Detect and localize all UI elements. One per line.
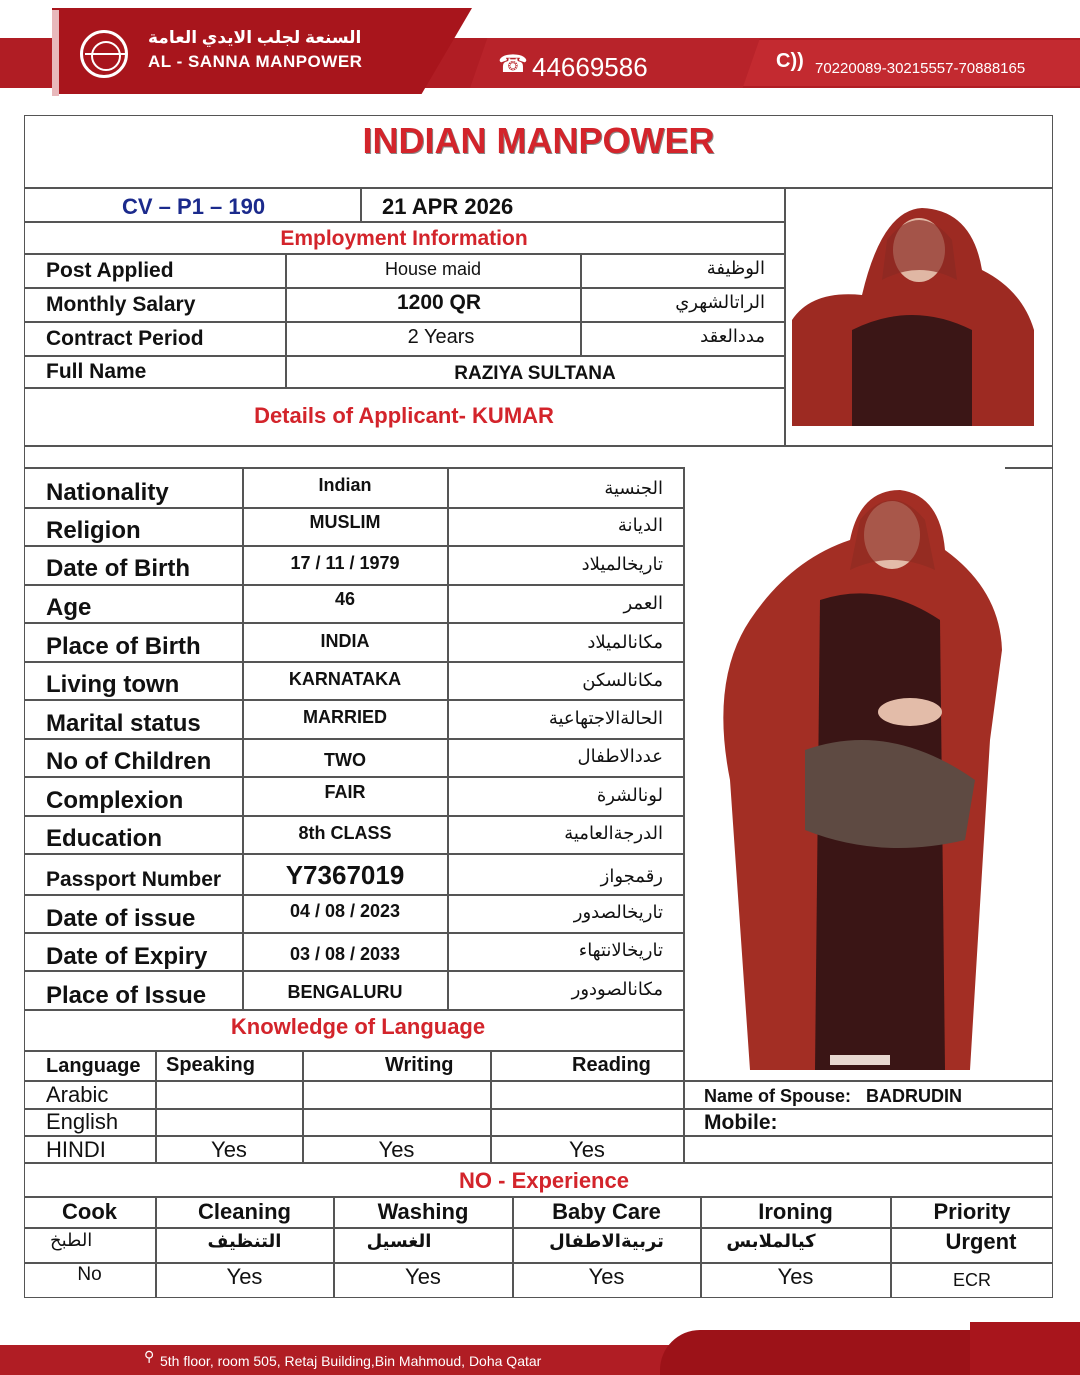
divider (24, 699, 684, 701)
exp-value: Yes (777, 1264, 814, 1289)
divider (24, 253, 784, 255)
company-name: AL - SANNA MANPOWER (148, 52, 363, 71)
detail-arabic: مكانالميلاد (587, 632, 663, 652)
lang-col-header: Language (46, 1055, 141, 1077)
mobile-icon: C)) (776, 50, 804, 72)
detail-label: Place of Issue (46, 982, 207, 1009)
divider (24, 355, 784, 357)
exp-col-header: Cleaning (198, 1199, 291, 1224)
spouse-label: Name of Spouse: (704, 1086, 852, 1106)
divider (24, 507, 684, 509)
detail-label: Education (46, 825, 163, 852)
divider (360, 187, 362, 221)
detail-value: 03 / 08 / 2033 (289, 944, 401, 964)
exp-col-header: Priority (933, 1199, 1011, 1224)
lang-reading: Yes (569, 1137, 605, 1162)
company-name-arabic: السنعة لجلب الايدي العامة (148, 28, 362, 47)
mobile-numbers: 70220089-30215557-70888165 (815, 60, 1026, 77)
spouse-name: BADRUDIN (866, 1086, 962, 1106)
divider (24, 467, 684, 469)
detail-arabic: تاريخالانتهاء (578, 940, 663, 960)
detail-label: Complexion (46, 787, 184, 814)
divider (24, 321, 784, 323)
lang-speaking: Yes (211, 1137, 247, 1162)
exp-arabic: الغسيل (366, 1231, 432, 1251)
detail-arabic: لونالشرة (596, 785, 663, 805)
exp-value: No (77, 1264, 102, 1285)
lang-name: Arabic (46, 1082, 109, 1107)
cv-code: CV – P1 – 190 (122, 194, 266, 219)
contract-period-label: Contract Period (46, 327, 204, 350)
full-name-value: RAZIYA SULTANA (454, 363, 616, 384)
phone-number: 44669586 (532, 52, 648, 82)
lang-col-header: Writing (385, 1054, 454, 1076)
exp-value: ECR (952, 1270, 991, 1290)
divider (24, 661, 684, 663)
detail-value: 04 / 08 / 2023 (289, 901, 401, 921)
divider (24, 815, 684, 817)
detail-value: MUSLIM (309, 512, 381, 532)
detail-value: KARNATAKA (288, 669, 402, 689)
post-applied-label: Post Applied (46, 259, 174, 282)
detail-arabic: الديانة (617, 515, 663, 535)
header-accent-bar (52, 10, 59, 96)
divider (24, 738, 684, 740)
lang-col-header: Speaking (166, 1054, 255, 1076)
detail-value: FAIR (324, 782, 366, 802)
detail-arabic: الدرجةالعامية (564, 823, 663, 843)
divider (24, 776, 684, 778)
detail-label: Place of Birth (46, 633, 201, 660)
divider (24, 221, 784, 223)
detail-arabic: تاريخالميلاد (581, 554, 663, 574)
exp-value: Yes (588, 1264, 625, 1289)
detail-arabic: رقمجواز (600, 866, 663, 886)
detail-arabic: الجنسية (604, 478, 663, 498)
globe-logo-icon (80, 30, 128, 78)
lang-writing: Yes (378, 1137, 415, 1162)
divider (24, 1196, 1053, 1198)
detail-label: No of Children (46, 748, 212, 775)
exp-arabic: كيالملابس (726, 1231, 816, 1251)
priority-value: Urgent (945, 1229, 1017, 1254)
detail-value: 17 / 11 / 1979 (290, 553, 400, 573)
footer-address: 5th floor, room 505, Retaj Building,Bin Mahmoud, Doha Qatar (160, 1353, 542, 1369)
exp-col-header: Washing (377, 1199, 469, 1224)
detail-value: Indian (318, 475, 372, 495)
full-name-label: Full Name (46, 360, 147, 383)
phone-icon: ☎ (498, 51, 528, 78)
divider (24, 445, 1053, 447)
cv-date: 21 APR 2026 (382, 194, 514, 219)
post-applied-value: House maid (384, 259, 482, 279)
experience-heading: NO - Experience (459, 1168, 629, 1193)
detail-label: Living town (46, 671, 180, 698)
detail-value: Y7367019 (285, 860, 405, 890)
applicant-photo-full (710, 480, 1006, 1070)
detail-label: Passport Number (46, 868, 222, 891)
language-heading: Knowledge of Language (230, 1014, 486, 1039)
details-heading: Details of Applicant- KUMAR (254, 403, 554, 428)
detail-value: INDIA (320, 631, 370, 651)
contract-period-value: 2 Years (407, 326, 475, 348)
divider (24, 1108, 1053, 1110)
detail-label: Nationality (46, 479, 169, 506)
monthly-salary-arabic: الراتالشهري (675, 292, 765, 312)
exp-arabic: التنظيف (207, 1231, 282, 1251)
detail-arabic: مكانالسكن (582, 670, 663, 690)
detail-label: Marital status (46, 710, 201, 737)
divider (24, 894, 684, 896)
divider (24, 545, 684, 547)
detail-value: 8th CLASS (298, 823, 392, 843)
detail-arabic: مكانالصودور (571, 979, 663, 999)
detail-arabic: الحالةالاجتهاعية (548, 708, 663, 728)
employment-heading: Employment Information (280, 227, 528, 250)
exp-arabic: الطبخ (50, 1230, 93, 1250)
detail-label: Date of Birth (46, 555, 190, 582)
exp-col-header: Cook (62, 1199, 117, 1224)
footer-tab-corner (970, 1322, 1080, 1375)
detail-value: 46 (334, 589, 356, 609)
mobile-label: Mobile: (704, 1111, 778, 1134)
detail-label: Date of issue (46, 905, 196, 932)
post-applied-arabic: الوظيفة (706, 258, 765, 278)
detail-label: Date of Expiry (46, 943, 208, 970)
detail-value: TWO (324, 750, 366, 770)
divider (24, 622, 684, 624)
divider (784, 187, 786, 445)
detail-arabic: عددالاطفال (577, 746, 663, 766)
contract-period-arabic: مددالعقد (700, 326, 765, 346)
page-title: INDIAN MANPOWER (362, 120, 715, 161)
detail-label: Religion (46, 517, 141, 544)
detail-arabic: تاريخالصدور (573, 902, 663, 922)
lang-name: English (46, 1109, 119, 1134)
detail-value: MARRIED (303, 707, 387, 727)
divider (24, 1080, 1053, 1082)
divider (24, 1050, 684, 1052)
detail-value: BENGALURU (287, 982, 403, 1002)
lang-name: HINDI (46, 1137, 106, 1162)
exp-value: Yes (226, 1264, 263, 1289)
applicant-photo-portrait (792, 200, 1034, 426)
exp-value: Yes (405, 1264, 441, 1289)
divider (24, 187, 1053, 189)
monthly-salary-value: 1200 QR (396, 291, 482, 314)
divider (24, 853, 684, 855)
exp-col-header: Ironing (758, 1199, 833, 1224)
exp-arabic: تربيةالاطفال (549, 1231, 664, 1251)
divider (24, 387, 784, 389)
lang-col-header: Reading (572, 1054, 651, 1076)
location-pin-icon: ⚲ (144, 1348, 155, 1364)
divider (1005, 467, 1053, 469)
divider (24, 287, 784, 289)
monthly-salary-label: Monthly Salary (46, 293, 196, 316)
detail-arabic: العمر (623, 593, 663, 613)
exp-col-header: Baby Care (552, 1199, 661, 1224)
divider (24, 584, 684, 586)
detail-label: Age (46, 594, 92, 621)
